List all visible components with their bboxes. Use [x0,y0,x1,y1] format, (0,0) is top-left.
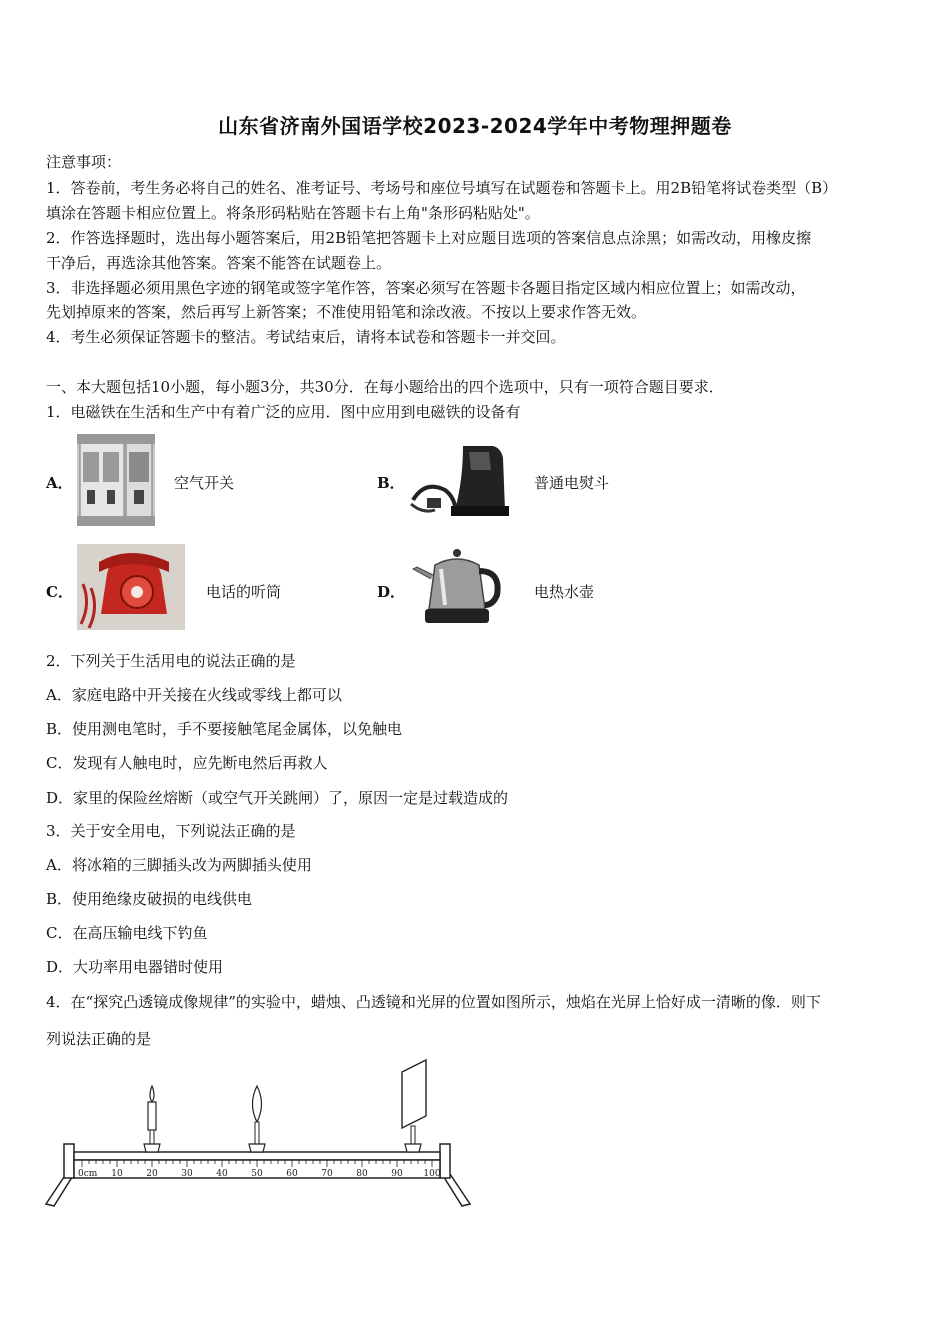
notice-line: 先划掉原来的答案，然后再写上新答案；不准使用铅笔和涂改液。不按以上要求作答无效。 [46,303,647,321]
bench-right-leg [442,1174,470,1206]
scale-tick-label: 40 [216,1169,228,1179]
kettle-image [405,543,509,631]
q3-option: B．使用绝缘皮破损的电线供电 [46,890,253,908]
bench-left-leg [46,1174,74,1206]
q1-option-c-text: 电话的听筒 [206,583,282,601]
question-2-stem: 2．下列关于生活用电的说法正确的是 [46,652,296,670]
bench-right-post [440,1144,450,1178]
scale-tick-label: 30 [181,1169,193,1179]
q1-option-d-text: 电热水壶 [534,583,595,601]
notice-line: 3．非选择题必须用黑色字迹的钢笔或签字笔作答，答案必须写在答题卡各题目指定区域内相应位置上；如需改动， [46,279,806,297]
scale-tick-label: 20 [146,1169,158,1179]
q2-option: D．家里的保险丝熔断（或空气开关跳闸）了，原因一定是过载造成的 [46,789,509,807]
scale-tick-label: 10 [111,1169,123,1179]
q2-option: B．使用测电笔时，手不要接触笔尾金属体，以免触电 [46,720,403,738]
q3-option: C．在高压输电线下钓鱼 [46,924,208,942]
q1-option-a-text: 空气开关 [174,474,235,492]
bench-left-post [64,1144,74,1178]
notice-line: 2．作答选择题时，选出每小题答案后，用2B铅笔把答题卡上对应题目选项的答案信息点涂黑；如需改动，用橡皮擦 [46,229,812,247]
iron-image [405,440,513,526]
scale-tick-label: 60 [286,1169,298,1179]
section-heading: 一、本大题包括10小题，每小题3分，共30分．在每小题给出的四个选项中，只有一项符合题目要求． [46,378,724,396]
light-screen [402,1060,426,1152]
q1-option-a-letter: A． [46,474,73,492]
air-switch-image [77,434,155,526]
scale-tick-label: 90 [391,1169,403,1179]
question-4-stem-line2: 列说法正确的是 [46,1030,152,1048]
q1-option-c-letter: C． [46,583,73,601]
notice-line: 干净后，再选涂其他答案。答案不能答在试题卷上。 [46,254,392,272]
bench-rail [74,1152,440,1160]
question-1-stem: 1．电磁铁在生活和生产中有着广泛的应用．图中应用到电磁铁的设备有 [46,403,521,421]
q1-option-d-letter: D． [377,583,406,601]
q2-option: A．家庭电路中开关接在火线或零线上都可以 [46,686,342,704]
notice-line: 填涂在答题卡相应位置上。将条形码粘贴在答题卡右上角"条形码粘贴处"。 [46,204,540,222]
question-4-stem-line1: 4．在“探究凸透镜成像规律”的实验中，蜡烛、凸透镜和光屏的位置如图所示，烛焰在光屏上恰好成一清晰的像．则下 [46,993,821,1011]
telephone-image [77,544,185,630]
scale-tick-label: 50 [251,1169,263,1179]
notice-heading: 注意事项： [46,153,122,171]
notice-line: 4．考生必须保证答题卡的整洁。考试结束后，请将本试卷和答题卡一并交回。 [46,328,566,346]
page-title: 山东省济南外国语学校2023-2024学年中考物理押题卷 [218,114,732,138]
notice-line: 1．答卷前，考生务必将自己的姓名、准考证号、考场号和座位号填写在试题卷和答题卡上。用2B铅笔将试卷类型（B） [46,179,838,197]
scale-tick-label: 100 [423,1169,441,1179]
scale-tick-label: 70 [321,1169,333,1179]
question-3-stem: 3．关于安全用电，下列说法正确的是 [46,822,296,840]
scale-tick-label: 0cm [78,1169,98,1179]
q3-option: A．将冰箱的三脚插头改为两脚插头使用 [46,856,312,874]
scale-tick-label: 80 [356,1169,368,1179]
optical-bench-figure [40,1056,480,1208]
q1-option-b-letter: B． [377,474,405,492]
q2-option: C．发现有人触电时，应先断电然后再救人 [46,754,328,772]
q1-option-b-text: 普通电熨斗 [534,474,610,492]
candle [144,1086,160,1152]
convex-lens [249,1086,265,1152]
q3-option: D．大功率用电器错时使用 [46,958,224,976]
